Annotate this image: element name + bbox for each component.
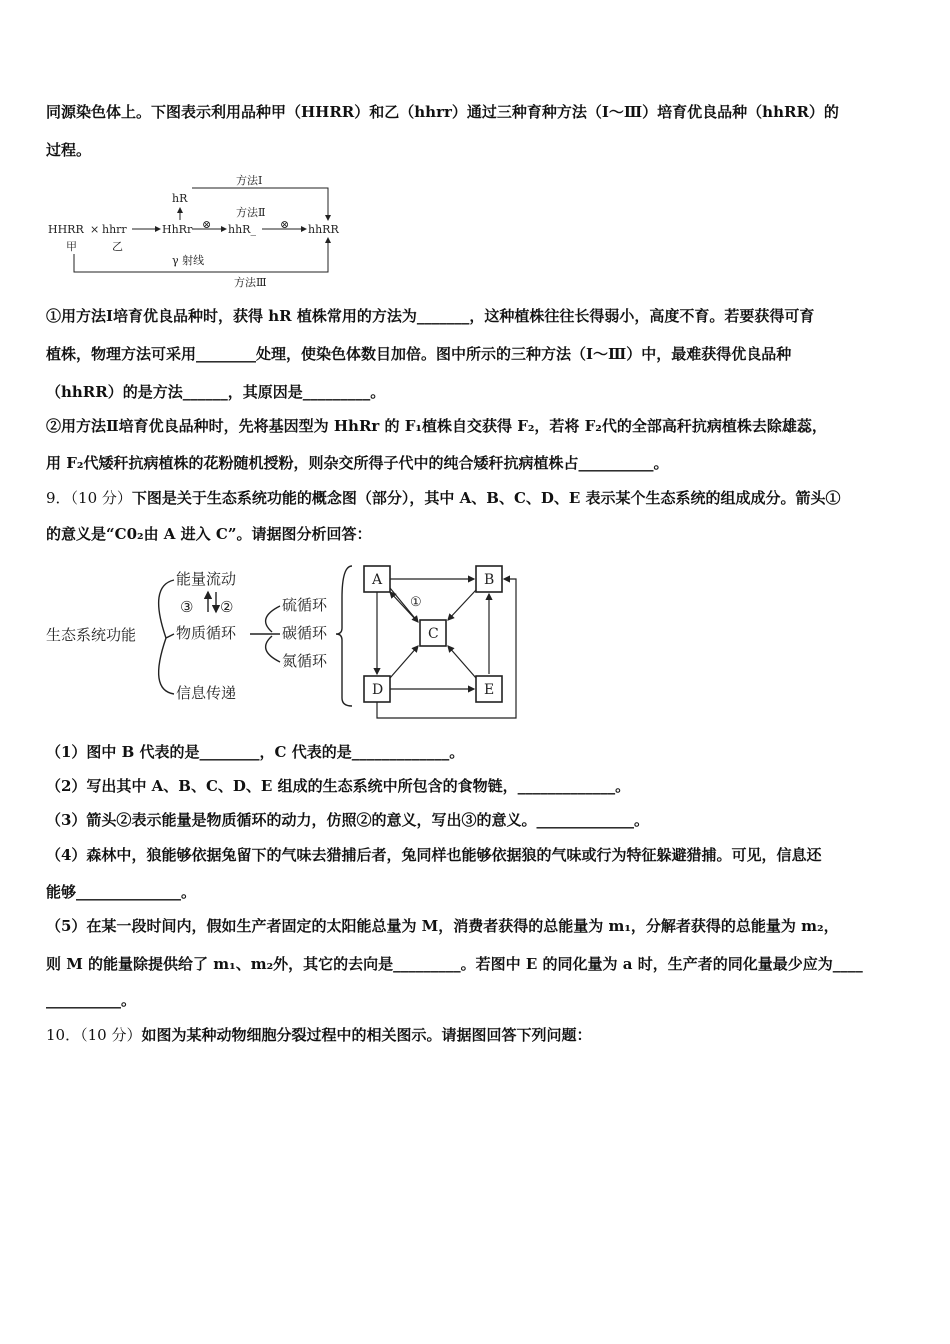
parent-hhrr-label: HHRR [48,223,84,236]
node-b-label: B [484,572,495,588]
q9-line2: 的意义是“C0₂由 A 进入 C”。请据图分析回答： [46,525,372,543]
carbon-cycle-label: 碳循环 [282,624,328,642]
method-1-label: 方法Ⅰ [236,174,263,187]
q9-sub5-line1: （5）在某一段时间内，假如生产者固定的太阳能总量为 M，消费者获得的总能量为 m₁，分解者获得的总能量为 m₂， [46,917,839,935]
node-e-label: E [484,682,495,698]
cross-symbol: × [90,223,100,236]
q10-text: 如图为某种动物细胞分裂过程中的相关图示。请据图回答下列问题： [141,1026,592,1044]
selfing-symbol-2: ⊗ [280,218,290,231]
breeding-diagram [44,170,354,290]
q8-part2-line1: ②用方法Ⅱ培育优良品种时，先将基因型为 HhRr 的 F₁植株自交获得 F₂，若将 F₂代的全部高秆抗病植株去除雄蕊， [46,417,827,435]
node-c-label: C [428,626,439,642]
target-genotype-label: hhRR [308,223,339,236]
sulfur-cycle-label: 硫循环 [282,596,328,614]
method-3-label: 方法Ⅲ [234,276,267,289]
q9-sub2: （2）写出其中 A、B、C、D、E 组成的生态系统中所包含的食物链，_____________。 [46,777,631,795]
q9-sub5-line2: 则 M 的能量除提供给了 m₁、m₂外，其它的去向是_________。若图中 E 的同化量为 a 时，生产者的同化量最少应为____ [46,955,863,973]
q9-sub3: （3）箭头②表示能量是物质循环的动力，仿照②的意义，写出③的意义。_____________。 [46,811,649,829]
matter-cycle-label: 物质循环 [176,624,237,642]
ecosystem-concept-map [44,558,534,728]
q9-line1-text: 下图是关于生态系统功能的概念图（部分），其中 A、B、C、D、E 表示某个生态系统的组成成分。箭头① [131,489,841,507]
yi-label: 乙 [112,240,123,253]
q8-part1-line3: （hhRR）的是方法______，其原因是_________。 [46,383,386,401]
intro-line-2: 过程。 [46,141,92,159]
q9-sub1: （1）图中 B 代表的是________，C 代表的是_____________。 [46,743,465,761]
jia-label: 甲 [66,240,77,253]
q9-number: 9．（10 分） [46,489,132,507]
node-d-label: D [372,682,384,698]
q8-part1-line2: 植株，物理方法可采用________处理，使染色体数目加倍。图中所示的三种方法（Ⅰ～Ⅲ）中，最难获得优良品种 [46,345,792,363]
selfing-symbol-1: ⊗ [202,218,212,231]
q10-number: 10．（10 分） [46,1026,142,1044]
gamma-ray-label: γ 射线 [172,254,205,267]
arrow-1-label: ① [410,595,422,610]
root-label: 生态系统功能 [46,626,137,644]
q8-part1-line1: ①用方法Ⅰ培育优良品种时，获得 hR 植株常用的方法为_______，这种植株往往长得弱小，高度不育。若要获得可育 [46,307,815,325]
q9-sub4-line1: （4）森林中，狼能够依据兔留下的气味去猎捕后者，兔同样也能够依据狼的气味或行为特征躲避猎捕。可见，信息还 [46,846,822,864]
arrow-3-label: ③ [180,598,194,616]
q9-sub5-line3: __________。 [46,991,137,1009]
arrow-2-label: ② [220,598,234,616]
q9-sub4-line2: 能够______________。 [46,883,197,901]
q9-line1 [46,488,908,508]
parent-hhrr2-label: hhrr [102,223,127,236]
q10-line [46,1025,908,1045]
gamete-label: hR [172,192,188,205]
q8-part2-line2: 用 F₂代矮秆抗病植株的花粉随机授粉，则杂交所得子代中的纯合矮秆抗病植株占__________。 [46,454,669,472]
method-2-label: 方法Ⅱ [236,206,266,219]
energy-flow-label: 能量流动 [176,570,237,588]
mid-genotype-label: hhR_ [228,223,256,236]
f1-label: HhRr [162,223,193,236]
intro-line-1: 同源染色体上。下图表示利用品种甲（HHRR）和乙（hhrr）通过三种育种方法（Ⅰ～Ⅲ）培育优良品种（hhRR）的 [46,103,839,121]
info-transfer-label: 信息传递 [176,684,237,702]
nitrogen-cycle-label: 氮循环 [282,652,328,670]
node-a-label: A [372,572,383,588]
